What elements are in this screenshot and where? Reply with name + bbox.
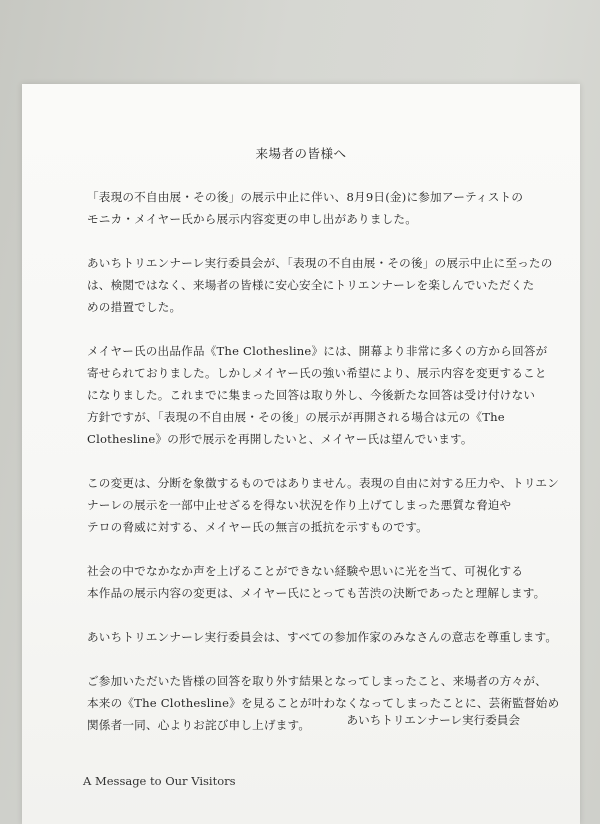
paragraph-line: メイヤー氏の出品作品《The Clothesline》には、開幕より非常に多くの方から回答が	[87, 344, 548, 358]
paragraph-line: 方針ですが、「表現の不自由展・その後」の展示が再開される場合は元の《The	[87, 410, 505, 424]
paragraph-line: テロの脅威に対する、メイヤー氏の無言の抵抗を示すものです。	[87, 520, 428, 534]
paragraph-line: めの措置でした。	[87, 300, 182, 314]
signature: あいちトリエンナーレ実行委員会	[346, 713, 520, 727]
paragraph-line: あいちトリエンナーレ実行委員会は、すべての参加作家のみなさんの意志を尊重します。	[87, 630, 558, 644]
paragraph-line: 本作品の展示内容の変更は、メイヤー氏にとっても苦渋の決断であったと理解します。	[87, 586, 546, 600]
english-heading: A Message to Our Visitors	[83, 774, 236, 788]
paragraph-line: ナーレの展示を一部中止せざるを得ない状況を作り上げてしまった悪質な脅迫や	[87, 498, 512, 512]
paragraph-line: になりました。これまでに集まった回答は取り外し、今後新たな回答は受け付けない	[87, 388, 536, 402]
paragraph-4	[87, 472, 559, 538]
paragraph-line: 「表現の不自由展・その後」の展示中止に伴い、8月9日(金)に参加アーティストの	[87, 190, 524, 204]
paragraph-2	[87, 252, 553, 318]
document-title: 来場者の皆様へ	[255, 146, 347, 161]
paragraph-5	[87, 560, 546, 604]
document-body	[87, 186, 560, 758]
paragraph-line: ご参加いただいた皆様の回答を取り外す結果となってしまったこと、来場者の方々が、	[87, 674, 547, 688]
paragraph-line: 本来の《The Clothesline》を見ることが叶わなくなってしまったことに、芸術監督始め	[87, 696, 560, 710]
notice-sheet	[22, 84, 580, 824]
paragraph-line: モニカ・メイヤー氏から展示内容変更の申し出がありました。	[87, 212, 417, 226]
paragraph-line: Clothesline》の形で展示を再開したいと、メイヤー氏は望んでいます。	[87, 432, 473, 446]
paragraph-line: 寄せられておりました。しかしメイヤー氏の強い希望により、展示内容を変更すること	[87, 366, 547, 380]
paragraph-line: あいちトリエンナーレ実行委員会が、「表現の不自由展・その後」の展示中止に至ったの	[87, 256, 553, 270]
paragraph-line: 社会の中でなかなか声を上げることができない経験や思いに光を当て、可視化する	[87, 564, 524, 578]
paragraph-6	[87, 626, 558, 648]
paragraph-line: 関係者一同、心よりお詫び申し上げます。	[87, 718, 311, 732]
paragraph-3	[87, 340, 548, 450]
paragraph-1	[87, 186, 532, 230]
paragraph-line: この変更は、分断を象徴するものではありません。表現の自由に対する圧力や、トリエン	[87, 476, 559, 490]
paragraph-line: は、検閲ではなく、来場者の皆様に安心安全にトリエンナーレを楽しんでいただくた	[87, 278, 535, 292]
